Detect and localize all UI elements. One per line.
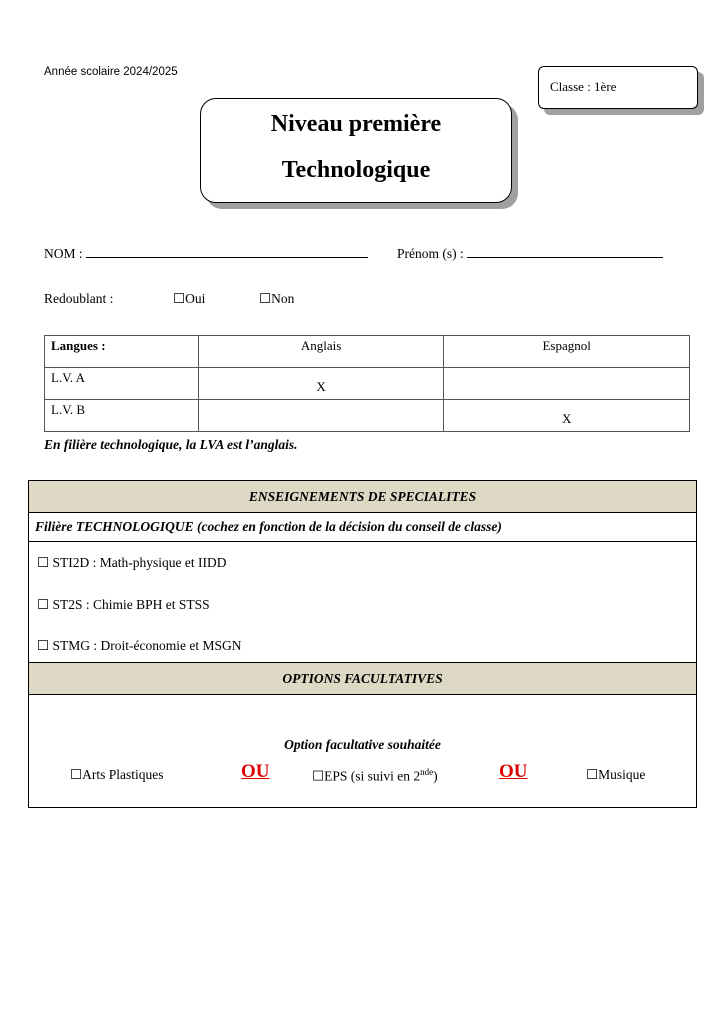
option-st2s[interactable]: ☐ ST2S : Chimie BPH et STSS <box>37 597 210 612</box>
or-separator-2: OU <box>499 761 528 782</box>
specialites-title: ENSEIGNEMENTS DE SPECIALITES <box>29 481 696 513</box>
choice-musique[interactable]: ☐Musique <box>586 767 646 782</box>
specialites-subtitle: Filière TECHNOLOGIQUE (cochez en fonction de la décision du conseil de classe) <box>29 512 696 542</box>
table-row <box>45 400 690 432</box>
prenom-field[interactable] <box>467 257 663 258</box>
option-sti2d[interactable]: ☐ STI2D : Math-physique et IIDD <box>37 555 227 570</box>
facultatives-subtitle: Option facultative souhaitée <box>284 737 441 752</box>
choice-eps-end: ) <box>433 768 438 784</box>
choice-eps-label: ☐EPS (si suivi en 2 <box>312 768 421 784</box>
cell-lva-anglais[interactable]: X <box>198 368 444 400</box>
column-header-espagnol: Espagnol <box>444 336 690 368</box>
prenom-label: Prénom (s) : <box>397 246 464 261</box>
redoublant-label: Redoublant : <box>44 291 114 306</box>
column-header-anglais: Anglais <box>198 336 444 368</box>
school-year: Année scolaire 2024/2025 <box>44 66 178 78</box>
nom-label: NOM : <box>44 246 83 261</box>
cell-lvb-anglais[interactable] <box>198 400 444 432</box>
languages-header: Langues : <box>45 336 199 368</box>
facultatives-title: OPTIONS FACULTATIVES <box>29 662 696 695</box>
cell-lvb-espagnol[interactable]: X <box>444 400 690 432</box>
choice-arts-plastiques[interactable]: ☐Arts Plastiques <box>70 767 164 782</box>
table-row <box>45 336 690 368</box>
title-box <box>200 98 512 203</box>
title-line-2: Technologique <box>281 157 431 183</box>
prenom-row <box>397 246 663 262</box>
row-label-lvb: L.V. B <box>45 400 199 432</box>
title-line-1: Niveau première <box>270 111 442 137</box>
specialites-box <box>28 480 697 808</box>
classe-box: Classe : 1ère <box>538 66 698 109</box>
lva-note: En filière technologique, la LVA est l’anglais. <box>44 437 298 452</box>
or-separator-1: OU <box>241 761 270 782</box>
choice-eps-sup: nde <box>420 767 434 777</box>
languages-table <box>44 335 690 432</box>
cell-lva-espagnol[interactable] <box>444 368 690 400</box>
choice-eps[interactable] <box>312 767 438 785</box>
nom-field[interactable] <box>86 257 368 258</box>
table-row <box>45 368 690 400</box>
option-stmg[interactable]: ☐ STMG : Droit-économie et MSGN <box>37 638 242 653</box>
non-checkbox[interactable]: ☐Non <box>259 291 295 306</box>
nom-row <box>44 246 368 262</box>
redoublant-row <box>44 291 444 311</box>
row-label-lva: L.V. A <box>45 368 199 400</box>
oui-checkbox[interactable]: ☐Oui <box>173 291 206 306</box>
